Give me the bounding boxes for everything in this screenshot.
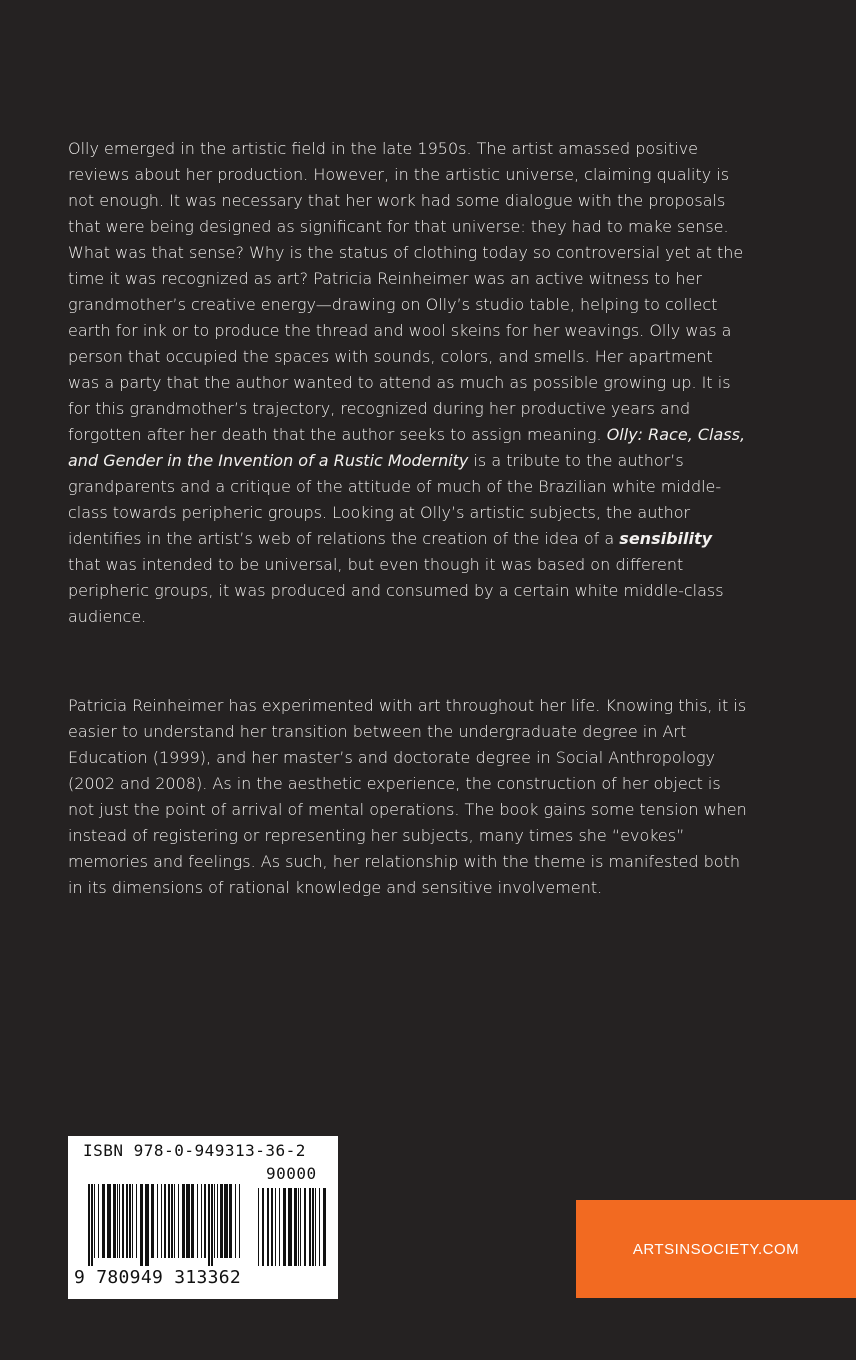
barcode-bar — [258, 1188, 259, 1266]
barcode-bar — [119, 1184, 120, 1258]
barcode-bar — [164, 1184, 166, 1258]
barcode-bar — [235, 1184, 236, 1258]
barcode-bar — [208, 1184, 210, 1266]
barcode-bar — [136, 1184, 137, 1258]
barcode-bar — [168, 1184, 170, 1258]
description-text-3: that was intended to be universal, but even though it was based on different peripheric groups, it was produced and consumed by a certain white middle-class audience. — [68, 555, 724, 626]
barcode-bar — [94, 1184, 95, 1258]
barcode-bar — [211, 1184, 213, 1266]
barcode-bar — [217, 1184, 218, 1258]
barcode-bar — [191, 1184, 194, 1258]
barcode-bar — [224, 1184, 228, 1258]
barcode-bar — [91, 1184, 93, 1266]
barcode-bar — [140, 1184, 143, 1266]
book-description — [68, 136, 748, 630]
barcode-bar — [262, 1188, 264, 1266]
barcode-bar — [107, 1184, 111, 1258]
publisher-website[interactable]: ARTSINSOCIETY.COM — [632, 1240, 800, 1258]
barcode-bar — [220, 1184, 223, 1258]
barcode-bar — [161, 1184, 162, 1258]
barcode-bar — [126, 1184, 128, 1258]
barcode-bar — [275, 1188, 276, 1266]
barcode-bar — [204, 1184, 206, 1258]
author-name: Patricia Reinheimer — [68, 696, 224, 715]
barcode-bar — [98, 1184, 99, 1258]
barcode-bar — [267, 1188, 269, 1266]
barcode-bar — [122, 1184, 124, 1258]
barcode-bar — [113, 1184, 116, 1258]
isbn-label: ISBN 978-0-949313-36-2 — [83, 1141, 306, 1160]
barcode-bar — [214, 1184, 215, 1258]
barcode-bar — [279, 1188, 280, 1266]
barcode-bar — [88, 1184, 90, 1266]
description-text-1: Olly emerged in the artistic field in the late 1950s. The artist amassed positive reviews about her production. However, in the artistic universe, claiming quality is not enough. It was necessary that her work had some dialogue with the proposals that were being designed as significant for that universe: they had to make sense. What was that sense? Why is the status of clothing today so controversial yet at the time it was recognized as art? Patricia Reinheimer was an active witness to her grandmother’s creative energy—drawing on Olly’s studio table, helping to collect earth for ink or to produce the thread and wool skeins for her weavings. Olly was a person that occupied the spaces with sounds, colors, and smells. Her apartment was a party that the author wanted to attend as much as possible growing up. It is for this grandmother’s trajectory, recognized during her productive years and forgotten after her death that the author seeks to assign meaning. — [68, 139, 744, 444]
barcode-bar — [283, 1188, 286, 1266]
barcode-bar — [312, 1188, 314, 1266]
barcode-bar — [151, 1184, 154, 1258]
barcode-bar — [309, 1188, 311, 1266]
barcode-bar — [304, 1188, 306, 1266]
ean-digits: 9 780949 313362 — [74, 1267, 242, 1288]
book-title-italic: Olly: Race, Class, and Gender in the Invention of a Rustic Modernity — [68, 425, 746, 470]
author-bio-text: has experimented with art throughout her life. Knowing this, it is easier to understand her transition between the undergraduate degree in Art Education (1999), and her master’s and doctorate degree in Social Anthropology (2002 and 2008). As in the aesthetic experience, the construction of her object is not just the point of arrival of mental operations. The book gains some tension when instead of registering or representing her subjects, many times she “evokes” memories and feelings. As such, her relationship with the theme is manifested both in its dimensions of rational knowledge and sensitive involvement. — [68, 696, 747, 897]
barcode-bar — [145, 1184, 149, 1266]
barcode-bar — [315, 1188, 316, 1266]
barcode-bar — [102, 1184, 105, 1258]
barcode-bar — [186, 1184, 190, 1258]
barcode-bar — [132, 1184, 133, 1258]
price-addon-number: 90000 — [266, 1164, 317, 1183]
barcode-bar — [323, 1188, 326, 1266]
barcode-bar — [300, 1188, 301, 1266]
barcode-bar — [171, 1184, 173, 1258]
barcode-bar — [294, 1188, 297, 1266]
barcode-bar — [129, 1184, 131, 1258]
barcode-bar — [178, 1184, 179, 1258]
publisher-website-box — [576, 1200, 856, 1298]
barcode-bar — [319, 1188, 320, 1266]
barcode-bar — [271, 1188, 273, 1266]
barcode-bar — [197, 1184, 198, 1258]
sensibility-emphasis: sensibility — [619, 529, 713, 548]
author-bio — [68, 693, 748, 901]
barcode-bar — [298, 1188, 299, 1266]
barcode-bar — [174, 1184, 175, 1258]
barcode-bar — [157, 1184, 158, 1258]
barcode-bar — [229, 1184, 232, 1258]
description-text-2: is a tribute to the author’s grandparents and a critique of the attitude of much of the Brazilian white middle-class towards peripheric groups. Looking at Olly’s artistic subjects, the author identifies in the artist’s web of relations the creation of the idea of a — [68, 451, 722, 548]
barcode-bar — [117, 1184, 118, 1258]
barcode-bar — [239, 1184, 240, 1258]
isbn-barcode — [68, 1136, 338, 1299]
barcode-bar — [201, 1184, 202, 1258]
barcode-bar — [182, 1184, 185, 1258]
barcode-bar — [288, 1188, 292, 1266]
